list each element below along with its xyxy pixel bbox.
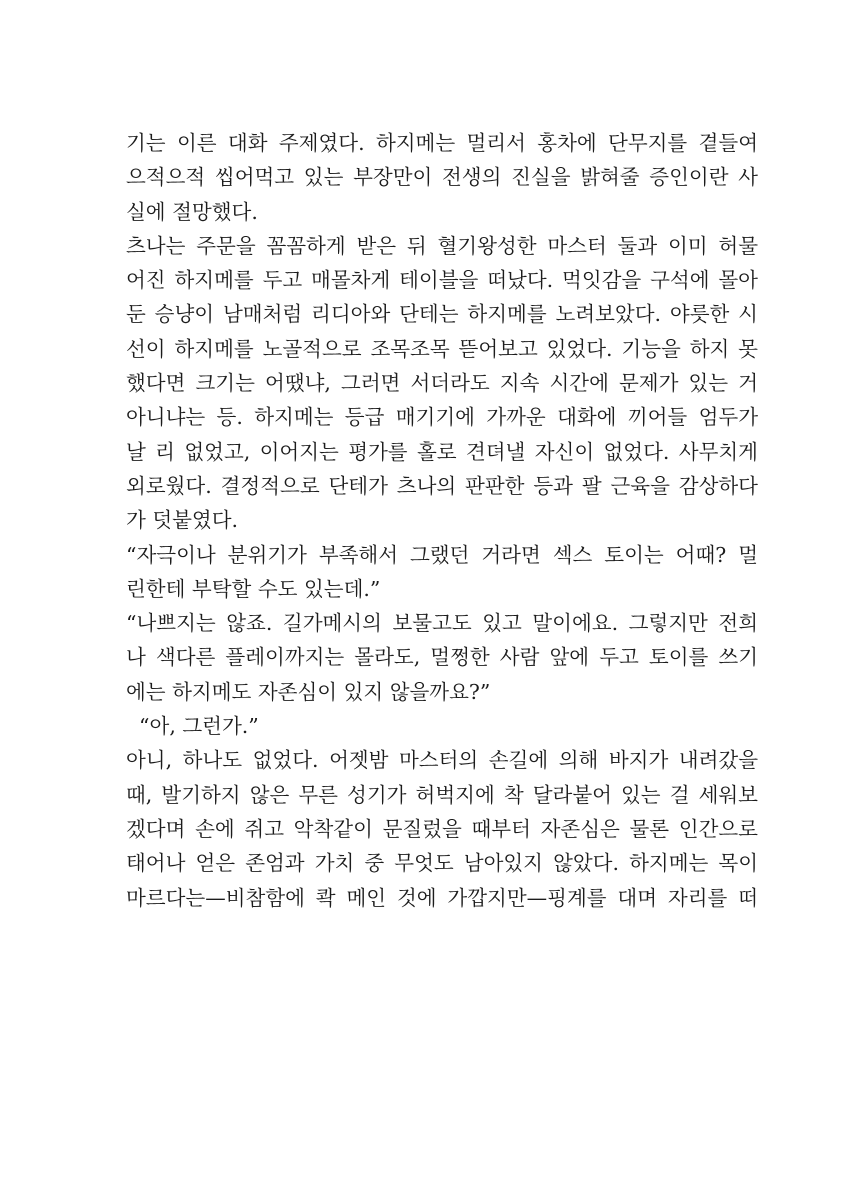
text-line: “자극이나 분위기가 부족해서 그랬던 거라면 섹스 토이는 어때? 멀 — [126, 542, 758, 567]
text-line: 츠나는 주문을 꼼꼼하게 받은 뒤 혈기왕성한 마스터 둘과 이미 허물 — [126, 233, 758, 258]
text-line: “나쁘지는 않죠. 길가메시의 보물고도 있고 말이에요. 그렇지만 전희 — [126, 611, 758, 636]
text-line: 어진 하지메를 두고 매몰차게 테이블을 떠났다. 먹잇감을 구석에 몰아 — [126, 268, 758, 293]
text-line: 날 리 없었고, 이어지는 평가를 홀로 견뎌낼 자신이 없었다. 사무치게 — [126, 439, 758, 464]
text-line: 외로웠다. 결정적으로 단테가 츠나의 판판한 등과 팔 근육을 감상하다 — [126, 473, 758, 498]
text-line: 실에 절망했다. — [126, 199, 258, 224]
text-line: 기는 이른 대화 주제였다. 하지메는 멀리서 홍차에 단무지를 곁들여 — [126, 131, 758, 155]
text-line: 으적으적 씹어먹고 있는 부장만이 전생의 진실을 밝혀줄 증인이란 사 — [126, 165, 758, 190]
text-line: 린한테 부탁할 수도 있는데.” — [126, 576, 381, 601]
text-line: 아니, 하나도 없었다. 어젯밤 마스터의 손길에 의해 바지가 내려갔을 — [126, 748, 758, 773]
text-line: 때, 발기하지 않은 무른 성기가 허벅지에 착 달라붙어 있는 걸 세워보 — [126, 782, 758, 807]
text-line: “아, 그런가.” — [126, 714, 259, 739]
text-line: 가 덧붙였다. — [126, 508, 239, 533]
text-line: 했다면 크기는 어땠냐, 그러면 서더라도 지속 시간에 문제가 있는 거 — [126, 371, 758, 396]
text-line: 마르다는—비참함에 콱 메인 것에 가깝지만—핑계를 대며 자리를 떠 — [126, 885, 758, 910]
text-line: 아니냐는 등. 하지메는 등급 매기기에 가까운 대화에 끼어들 엄두가 — [126, 405, 758, 430]
text-line: 나 색다른 플레이까지는 몰라도, 멀쩡한 사람 앞에 두고 토이를 쓰기 — [126, 645, 758, 670]
text-line: 겠다며 손에 쥐고 악착같이 문질렀을 때부터 자존심은 물론 인간으로 — [126, 816, 758, 841]
text-line: 태어나 얻은 존엄과 가치 중 무엇도 남아있지 않았다. 하지메는 목이 — [126, 851, 758, 876]
text-line: 에는 하지메도 자존심이 있지 않을까요?” — [126, 679, 491, 704]
text-line: 둔 승냥이 남매처럼 리디아와 단테는 하지메를 노려보았다. 야릇한 시 — [126, 302, 758, 327]
text-line: 선이 하지메를 노골적으로 조목조목 뜯어보고 있었다. 기능을 하지 못 — [126, 336, 758, 361]
document-body — [126, 126, 758, 915]
